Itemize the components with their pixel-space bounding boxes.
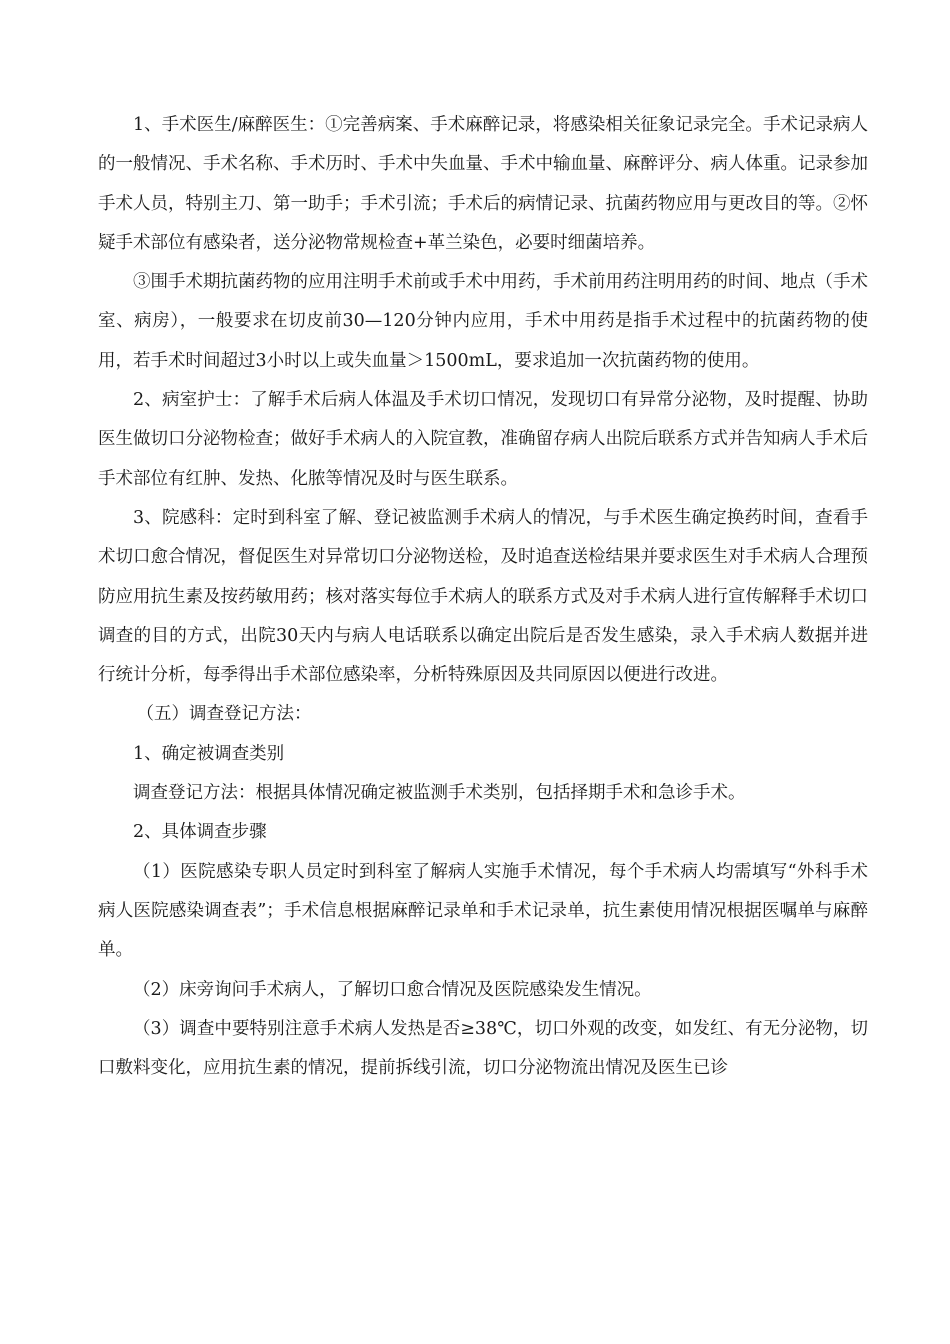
paragraph-step-2: （2）床旁询问手术病人，了解切口愈合情况及医院感染发生情况。 bbox=[133, 979, 652, 1000]
paragraph-perioperative-antibiotics: ③围手术期抗菌药物的应用注明手术前或手术中用药，手术前用药注明用药的时间、地点（手术室、病房），一般要求在切皮前30—120分钟内应用，手术中用药是指手术过程中的抗菌药物的使用，若手术时间超过3小时以上或失血量＞1500mL，要求追加一次抗菌药物的使用。 bbox=[98, 272, 868, 371]
subheading-determine-category: 1、确定被调查类别 bbox=[133, 743, 285, 764]
subheading-survey-steps: 2、具体调查步骤 bbox=[133, 822, 267, 843]
paragraph-survey-method: 调查登记方法：根据具体情况确定被监测手术类别，包括择期手术和急诊手术。 bbox=[133, 783, 746, 804]
paragraph-step-1: （1）医院感染专职人员定时到科室了解病人实施手术情况，每个手术病人均需填写“外科手术病人医院感染调查表”；手术信息根据麻醉记录单和手术记录单，抗生素使用情况根据医嘱单与麻醉单。 bbox=[98, 861, 868, 961]
paragraph-ward-nurse-duties: 2、病室护士：了解手术后病人体温及手术切口情况，发现切口有异常分泌物，及时提醒、协助医生做切口分泌物检查；做好手术病人的入院宣教，准确留存病人出院后联系方式并告知病人手术后手术部位有红肿、发热、化脓等情况及时与医生联系。 bbox=[98, 390, 868, 489]
section-heading-survey-method: （五）调查登记方法： bbox=[136, 704, 312, 725]
paragraph-infection-dept-duties: 3、院感科：定时到科室了解、登记被监测手术病人的情况，与手术医生确定换药时间，查看手术切口愈合情况，督促医生对异常切口分泌物送检，及时追查送检结果并要求医生对手术病人合理预防应用抗生素及按药敏用药；核对落实每位手术病人的联系方式及对手术病人进行宣传解释手术切口调查的目的方式，出院30天内与病人电话联系以确定出院后是否发生感染，录入手术病人数据并进行统计分析，每季得出手术部位感染率，分析特殊原因及共同原因以便进行改进。 bbox=[98, 507, 868, 686]
paragraph-surgeon-duties: 1、手术医生/麻醉医生：①完善病案、手术麻醉记录，将感染相关征象记录完全。手术记录病人的一般情况、手术名称、手术历时、手术中失血量、手术中输血量、麻醉评分、病人体重。记录参加手术人员，特别主刀、第一助手；手术引流；手术后的病情记录、抗菌药物应用与更改目的等。②怀疑手术部位有感染者，送分泌物常规检查+革兰染色，必要时细菌培养。 bbox=[98, 115, 868, 253]
paragraph-step-3: （3）调查中要特别注意手术病人发热是否≥38℃，切口外观的改变，如发红、有无分泌物，切口敷料变化，应用抗生素的情况，提前拆线引流，切口分泌物流出情况及医生已诊 bbox=[98, 1018, 868, 1079]
document-body bbox=[98, 106, 868, 1088]
